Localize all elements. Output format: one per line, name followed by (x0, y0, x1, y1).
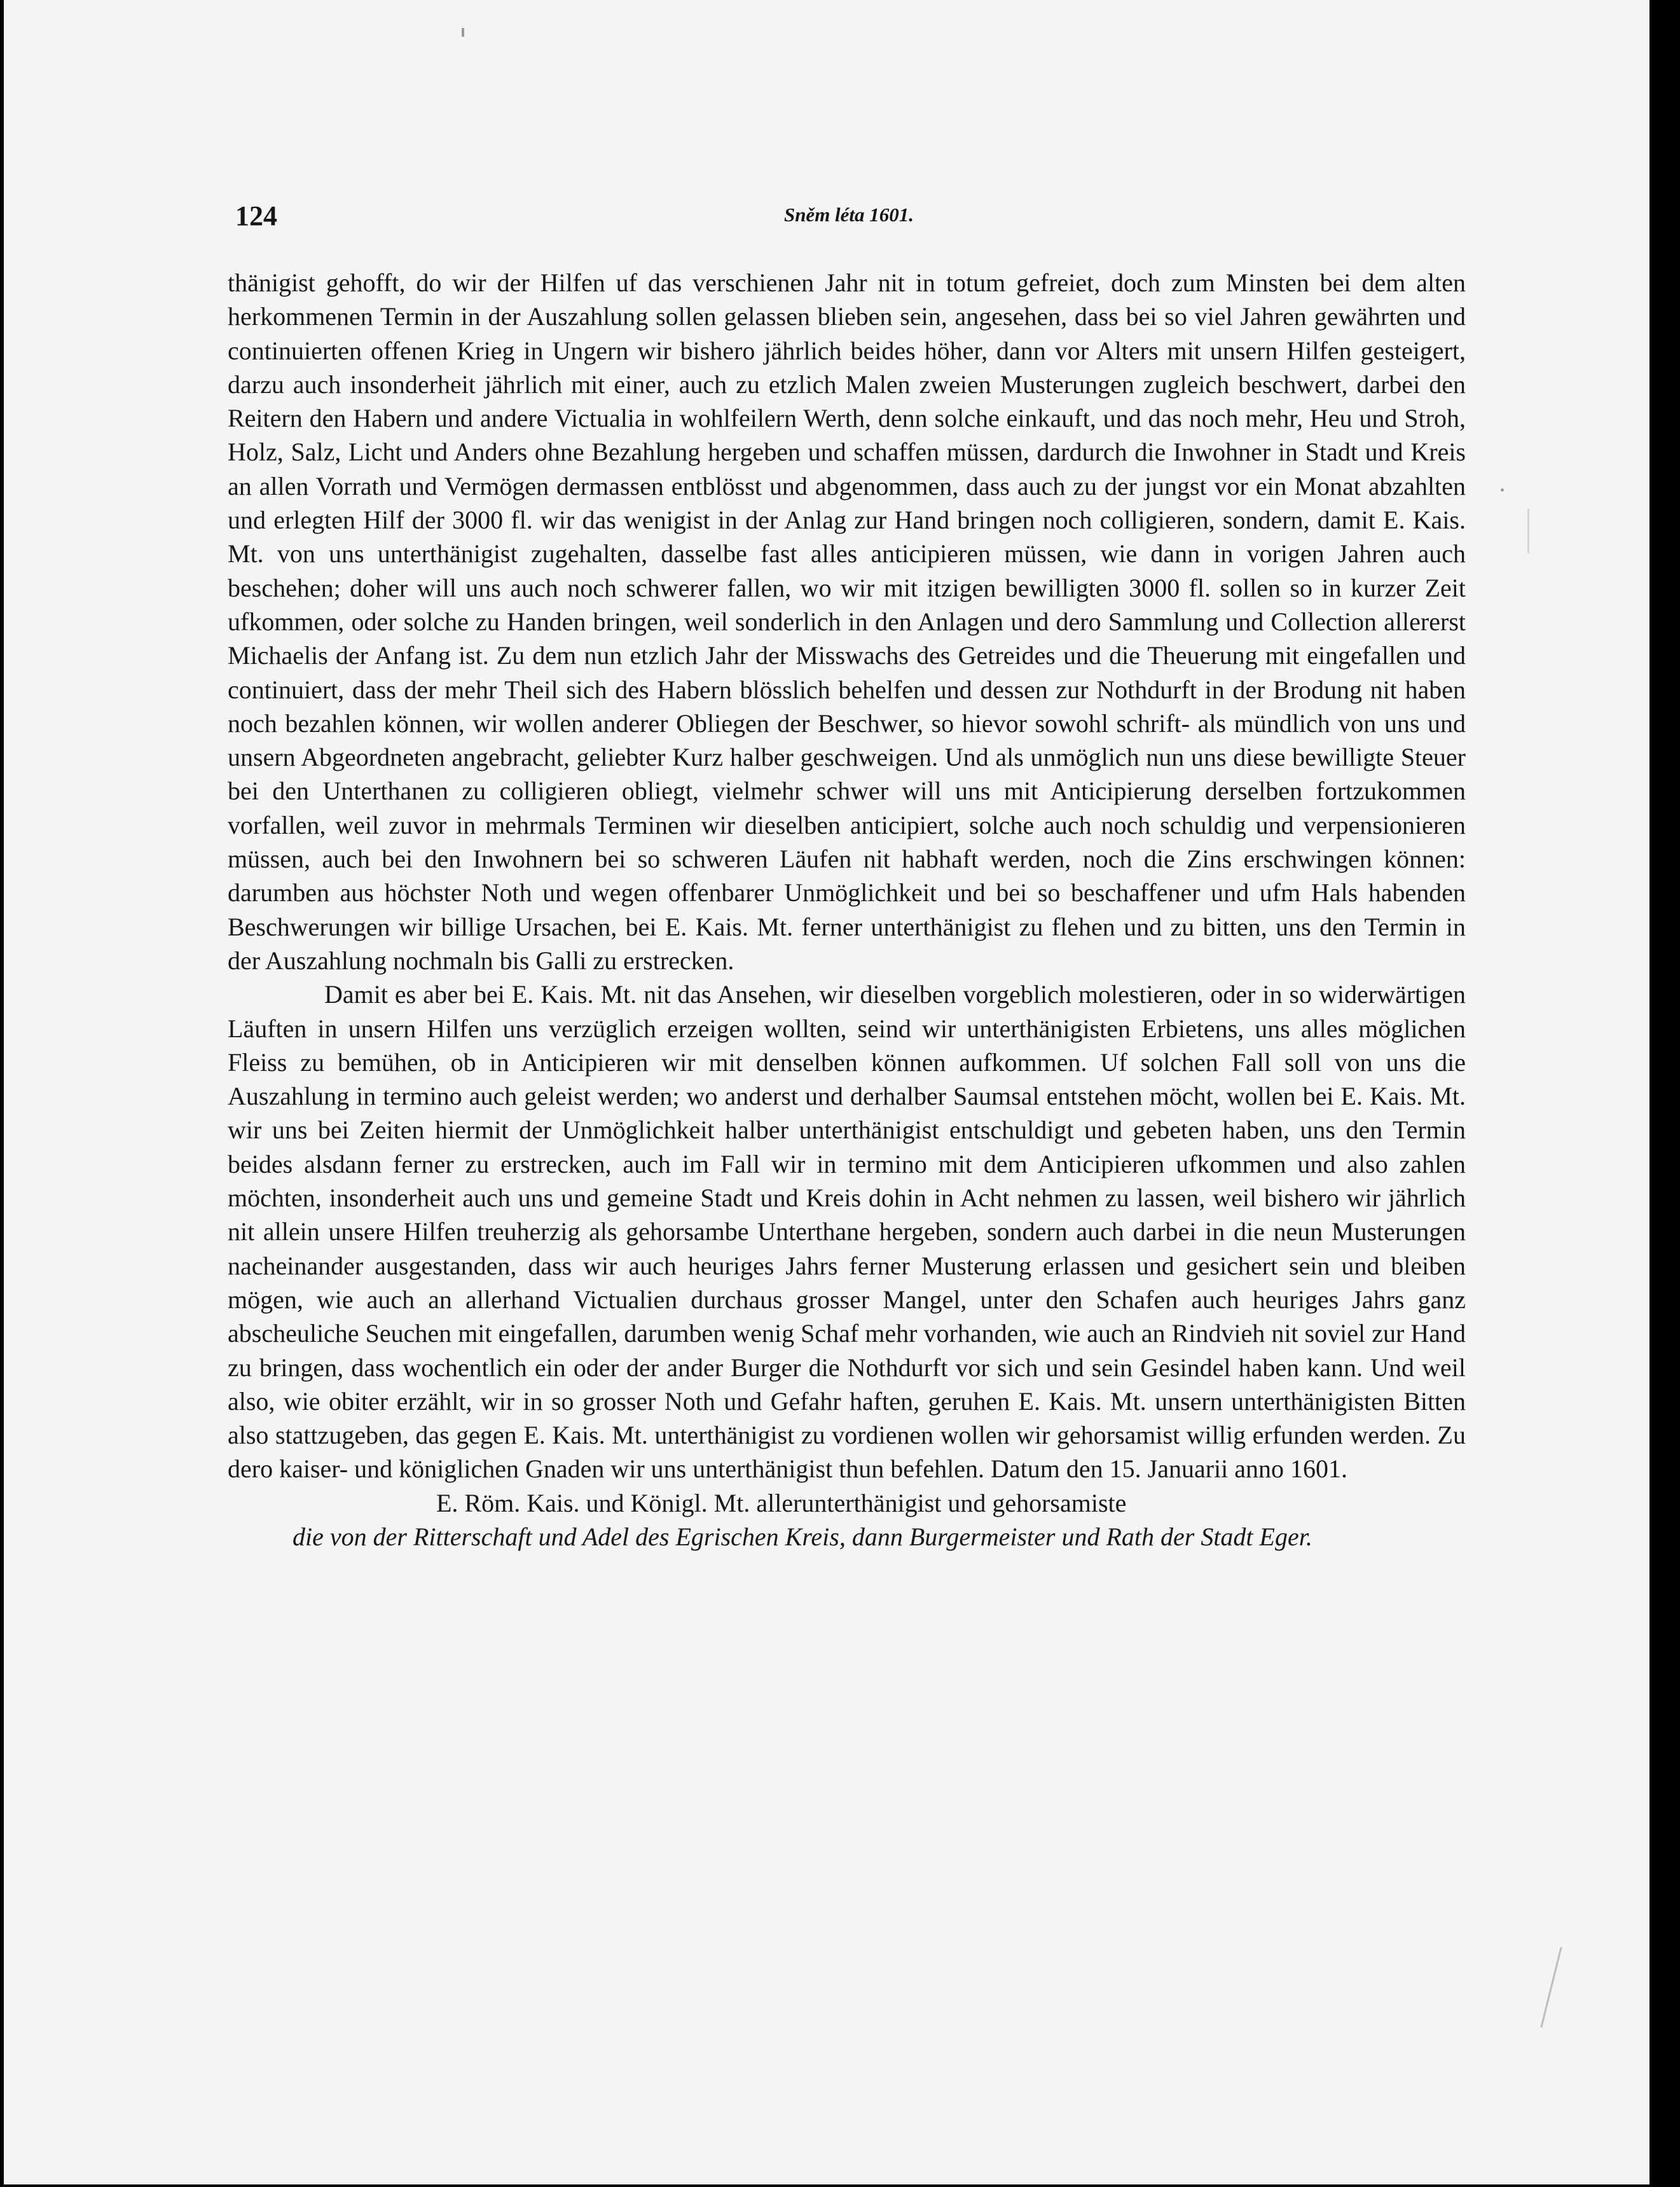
closing-formula: E. Röm. Kais. und Königl. Mt. allerunterthänigist und gehorsamiste (436, 1488, 1127, 1517)
scan-pencil-stroke (1527, 509, 1529, 553)
paragraph-continuation: thänigist gehofft, do wir der Hilfen uf das verschienen Jahr nit in totum gefreiet, doch zum Minsten bei dem alten herkommenen Termin in der Auszahlung sollen gelassen blieben sein, angesehen, dass bei so viel Jahren gewährten und continuierten offenen Krieg in Ungern wir bishero jährlich beides höher, dann vor Alters mit unsern Hilfen gesteigert, darzu auch insonderheit jährlich mit einer, auch zu etzlich Malen zweien Musterungen zugleich beschwert, darbei den Reitern den Habern und andere Victualia in wohlfeilern Werth, denn solche einkauft, und das noch mehr, Heu und Stroh, Holz, Salz, Licht und Anders ohne Bezahlung hergeben und schaffen müssen, dardurch die Inwohner in Stadt und Kreis an allen Vorrath und Vermögen dermassen entblösst und abgenommen, dass auch zu der jungst vor ein Monat abzahlten und erlegten Hilf der 3000 fl. wir das wenigist in der Anlag zur Hand bringen noch colligieren, sondern, damit E. Kais. Mt. von uns unterthänigist zugehalten, dasselbe fast alles anticipieren müssen, wie dann in vorigen Jahren auch beschehen; doher will uns auch noch schwerer fallen, wo wir mit itzigen bewilligten 3000 fl. sollen so in kurzer Zeit ufkommen, oder solche zu Handen bringen, weil sonderlich in den Anlagen und dero Sammlung und Collection allererst Michaelis der Anfang ist. Zu dem nun etzlich Jahr der Misswachs des Getreides und die Theuerung mit eingefallen und continuiert, dass der mehr Theil sich des Habern blösslich behelfen und dessen zur Nothdurft in der Brodung nit haben noch bezahlen können, wir wollen anderer Obliegen der Beschwer, so hievor sowohl schrift- als mündlich von uns und unsern Abgeordneten angebracht, geliebter Kurz halber geschweigen. Und als unmöglich nun uns diese bewilligte Steuer bei den Unterthanen zu colligieren obliegt, vielmehr schwer will uns mit Anticipierung derselben fortzukommen vorfallen, weil zuvor in mehrmals Terminen wir dieselben anticipiert, solche auch noch schuldig und verpensionieren müssen, auch bei den Inwohnern bei so schweren Läufen nit habhaft werden, noch die Zins erschwingen können: darumben aus höchster Noth und wegen offenbarer Unmöglichkeit und bei so beschaffener und ufm Hals habenden Beschwerungen wir billige Ursachen, bei E. Kais. Mt. ferner unterthänigist zu flehen und zu bitten, uns den Termin in der Auszahlung nochmaln bis Galli zu erstrecken. (228, 268, 1466, 975)
scan-speck (1501, 488, 1504, 492)
scanned-page (4, 0, 1649, 2184)
scan-pencil-stroke (1540, 1947, 1562, 2028)
page-header (235, 200, 1463, 238)
scan-speck (462, 28, 464, 37)
page-number: 124 (235, 200, 277, 231)
paragraph-second: Damit es aber bei E. Kais. Mt. nit das Ansehen, wir dieselben vorgeblich molestieren, oder in so widerwärtigen Läuften in unsern Hilfen uns verzüglich erzeigen wollten, seind wir unterthänigisten Erbietens, uns alles möglichen Fleiss zu bemühen, ob in Anticipieren wir mit denselben können aufkommen. Uf solchen Fall soll von uns die Auszahlung in termino auch geleist werden; wo anderst und derhalber Saumsal entstehen möcht, wollen bei E. Kais. Mt. wir uns bei Zeiten hiermit der Unmöglichkeit halber unterthänigist entschuldigt und gebeten haben, uns den Termin beides alsdann ferner zu erstrecken, auch im Fall wir in termino mit dem Anticipieren ufkommen und also zahlen möchten, insonderheit auch uns und gemeine Stadt und Kreis dohin in Acht nehmen zu lassen, weil bishero wir jährlich nit allein unsere Hilfen treuherzig als gehorsambe Unterthane hergeben, sondern auch darbei in die neun Musterungen nacheinander ausgestanden, dass wir auch heuriges Jahrs ferner Musterung erlassen und gesichert sein und bleiben mögen, wie auch an allerhand Victualien durchaus grosser Mangel, unter den Schafen auch heuriges Jahrs ganz abscheuliche Seuchen mit eingefallen, darumben wenig Schaf mehr vorhanden, wie auch an Rindvieh nit soviel zur Hand zu bringen, dass wochentlich ein oder der ander Burger die Nothdurft vor sich und sein Gesindel haben kann. Und weil also, wie obiter erzählt, wir in so grosser Noth und Gefahr haften, geruhen E. Kais. Mt. unsern unterthänigisten Bitten also stattzugeben, das gegen E. Kais. Mt. unterthänigist zu vordienen wollen wir gehorsamist willig erfunden werden. Zu dero kaiser- und königlichen Gnaden wir uns unterthänigist thun befehlen. Datum den 15. Januarii anno 1601. (228, 980, 1466, 1484)
running-title: Sněm léta 1601. (783, 204, 914, 226)
document-body (228, 266, 1466, 1554)
signatories-line: die von der Ritterschaft und Adel des Egrischen Kreis, dann Burgermeister und Rath der Stadt Eger. (293, 1522, 1312, 1551)
